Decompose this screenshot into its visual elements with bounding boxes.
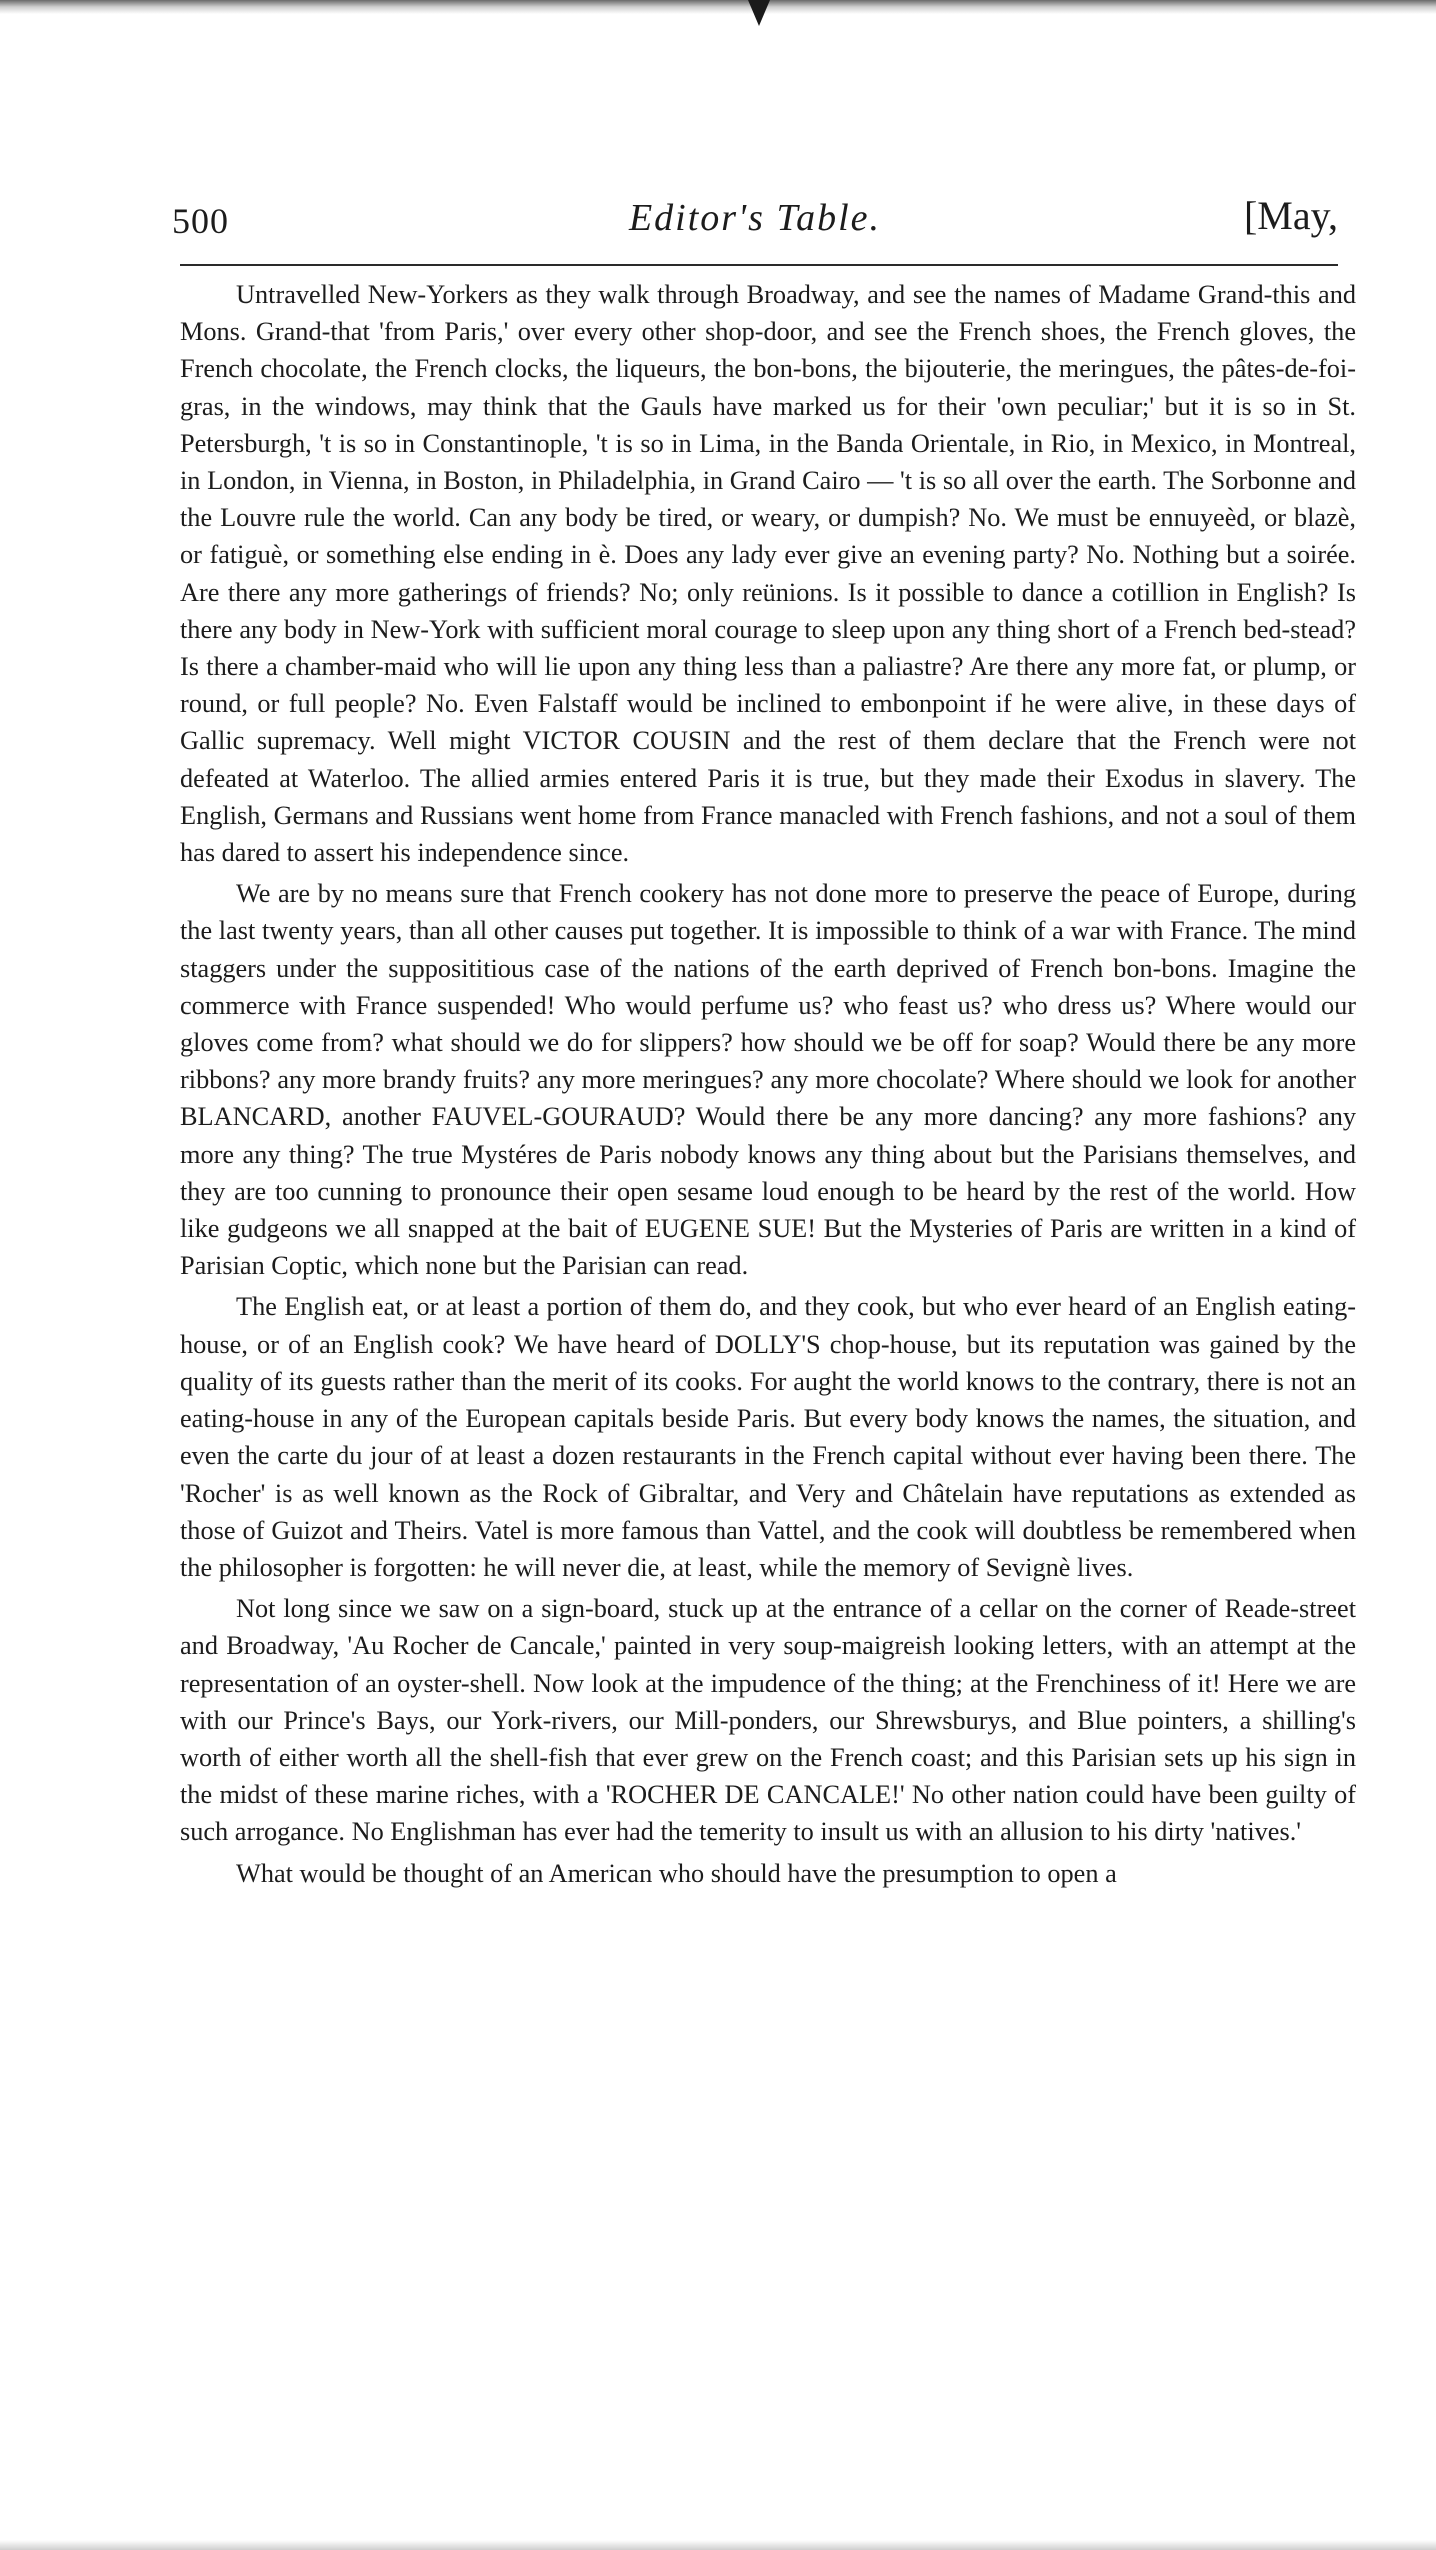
scan-top-edge bbox=[0, 0, 1436, 14]
header-rule bbox=[180, 264, 1338, 266]
binding-mark bbox=[748, 0, 770, 26]
paragraph-5: What would be thought of an American who should have the presumption to open a bbox=[236, 1858, 1117, 1888]
article-body bbox=[180, 276, 1356, 1892]
paragraph-3: The English eat, or at least a portion of them do, and they cook, but who ever heard of an English eating-house, or of an English cook? We have heard of DOLLY'S chop-house, but its reputation was gained by the quality of its guests rather than the merit of its cooks. For aught the world knows to the contrary, there is not an eating-house in any of the European capitals beside Paris. But every body knows the names, the situation, and even the carte du jour of at least a dozen restaurants in the French capital without ever having been there. The 'Rocher' is as well known as the Rock of Gibraltar, and Very and Châtelain have reputations as extended as those of Guizot and Theirs. Vatel is more famous than Vattel, and the cook will doubtless be remembered when the philosopher is forgotten: he will never die, at least, while the memory of Sevignè lives. bbox=[180, 1292, 1356, 1582]
page-header bbox=[172, 192, 1338, 258]
page-number: 500 bbox=[172, 201, 229, 241]
paragraph-1: Untravelled New-Yorkers as they walk through Broadway, and see the names of Madame Grand-this and Mons. Grand-that 'from Paris,' over every other shop-door, and see the French shoes, the French gloves, the French chocolate, the French clocks, the liqueurs, the bon-bons, the bijouterie, the meringues, the pâtes-de-foi-gras, in the windows, may think that the Gauls have marked us for their 'own peculiar;' but it is so in St. Petersburgh, 't is so in Constantinople, 't is so in Lima, in the Banda Orientale, in Rio, in Mexico, in Montreal, in London, in Vienna, in Boston, in Philadelphia, in Grand Cairo — 't is so all over the earth. The Sorbonne and the Louvre rule the world. Can any body be tired, or weary, or dumpish? No. We must be ennuyeèd, or blazè, or fatiguè, or something else ending in è. Does any lady ever give an evening party? No. Nothing but a soirée. Are there any more gatherings of friends? No; only reünions. Is it possible to dance a cotillion in English? Is there any body in New-York with sufficient moral courage to sleep upon any thing short of a French bed-stead? Is there a chamber-maid who will lie upon any thing less than a paliastre? Are there any more fat, or plump, or round, or full people? No. Even Falstaff would be inclined to embonpoint if he were alive, in these days of Gallic supremacy. Well might VICTOR COUSIN and the rest of them declare that the French were not defeated at Waterloo. The allied armies entered Paris it is true, but they made their Exodus in slavery. The English, Germans and Russians went home from France manacled with French fashions, and not a soul of them has dared to assert his independence since. bbox=[180, 280, 1356, 868]
paragraph-2: We are by no means sure that French cookery has not done more to preserve the peace of Europe, during the last twenty years, than all other causes put together. It is impossible to think of a war with France. The mind staggers under the supposititious case of the nations of the earth deprived of French bon-bons. Imagine the commerce with France suspended! Who would perfume us? who feast us? who dress us? Where would our gloves come from? what should we do for slippers? how should we be off for soap? Would there be any more ribbons? any more brandy fruits? any more meringues? any more chocolate? Where should we look for another BLANCARD, another FAUVEL-GOURAUD? Would there be any more dancing? any more fashions? any more any thing? The true Mystéres de Paris nobody knows any thing about but the Parisians themselves, and they are too cunning to pronounce their open sesame loud enough to be heard by the rest of the world. How like gudgeons we all snapped at the bait of EUGENE SUE! But the Mysteries of Paris are written in a kind of Parisian Coptic, which none but the Parisian can read. bbox=[180, 879, 1356, 1281]
running-month: [May, bbox=[1243, 193, 1338, 238]
running-title: Editor's Table. bbox=[628, 197, 882, 239]
scan-bottom-edge bbox=[0, 2540, 1436, 2550]
paragraph-4: Not long since we saw on a sign-board, stuck up at the entrance of a cellar on the corner of Reade-street and Broadway, 'Au Rocher de Cancale,' painted in very soup-maigreish looking letters, with an attempt at the representation of an oyster-shell. Now look at the impudence of the thing; at the Frenchiness of it! Here we are with our Prince's Bays, our York-rivers, our Mill-ponders, our Shrewsburys, and Blue pointers, a shilling's worth of either worth all the shell-fish that ever grew on the French coast; and this Parisian sets up his sign in the midst of these marine riches, with a 'ROCHER DE CANCALE!' No other nation could have been guilty of such arrogance. No Englishman has ever had the temerity to insult us with an allusion to his dirty 'natives.' bbox=[180, 1594, 1356, 1847]
